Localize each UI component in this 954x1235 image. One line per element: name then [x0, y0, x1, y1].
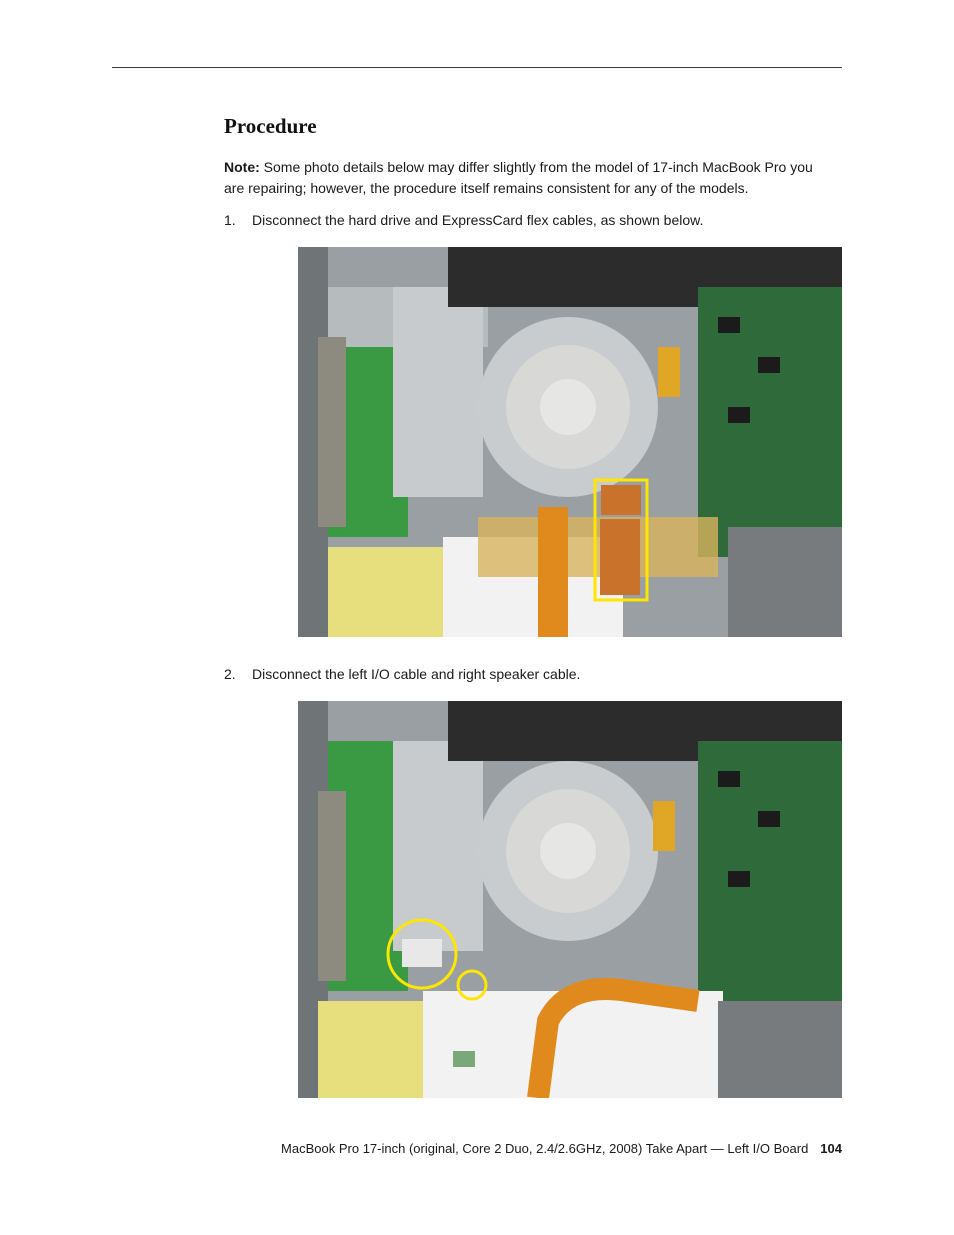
- note-label: Note:: [224, 159, 260, 175]
- photo-step-1: [298, 247, 842, 637]
- step-text: Disconnect the hard drive and ExpressCard flex cables, as shown below.: [252, 212, 704, 228]
- footer-title: MacBook Pro 17-inch (original, Core 2 Duo, 2.4/2.6GHz, 2008) Take Apart — Left I/O Board: [281, 1141, 809, 1156]
- laptop-internals-photo: [298, 701, 842, 1098]
- page-number: 104: [820, 1141, 842, 1156]
- step-text: Disconnect the left I/O cable and right speaker cable.: [252, 666, 581, 682]
- note-paragraph: [224, 157, 836, 199]
- step-number: 1.: [224, 212, 236, 228]
- step-number: 2.: [224, 666, 236, 682]
- photo-step-2: [298, 701, 842, 1098]
- note-text: Some photo details below may differ slightly from the model of 17-inch MacBook Pro you are repairing; however, the procedure itself remains consistent for any of the models.: [224, 159, 813, 196]
- section-heading: Procedure: [224, 114, 317, 138]
- laptop-internals-photo: [298, 247, 842, 637]
- page-footer: [281, 1141, 842, 1156]
- header-rule: [112, 67, 842, 68]
